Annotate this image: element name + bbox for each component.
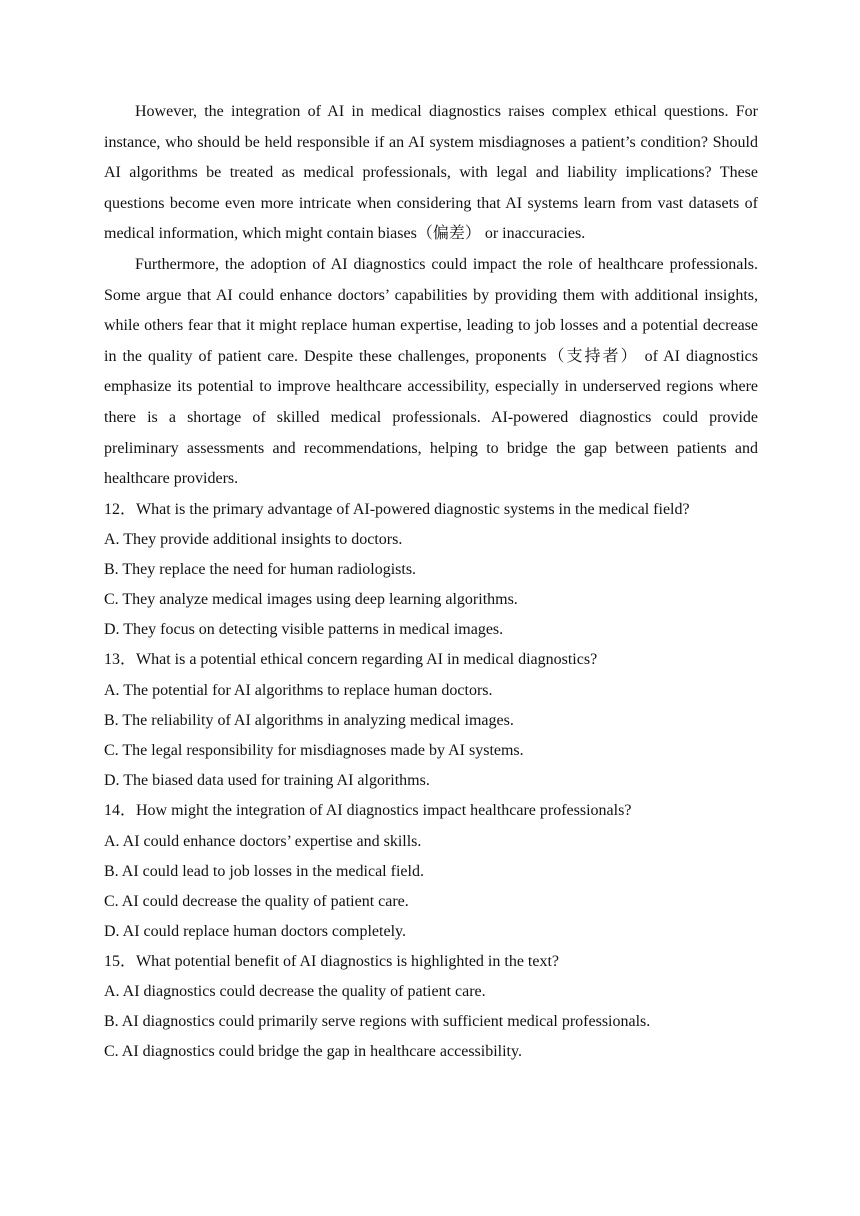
answer-option: A. They provide additional insights to doctors.	[104, 531, 403, 549]
question-stem: 15．What potential benefit of AI diagnostics is highlighted in the text?	[104, 952, 560, 970]
question-13	[104, 645, 758, 796]
answer-option: C. AI diagnostics could bridge the gap in healthcare accessibility.	[104, 1043, 522, 1061]
answer-option: A. AI could enhance doctors’ expertise and skills.	[104, 832, 422, 850]
passage-paragraph-2: Furthermore, the adoption of AI diagnostics could impact the role of healthcare professionals. Some argue that AI could enhance doctors’ capabilities by providing them with additional insights, while others fear that it might replace human expertise, leading to job losses and a potential decrease in the quality of patient care. Despite these challenges, proponents（支持者） of AI diagnostics emphasize its potential to improve healthcare accessibility, especially in underserved regions where there is a shortage of skilled medical professionals. AI-powered diagnostics could provide preliminary assessments and recommendations, helping to bridge the gap between patients and healthcare providers.	[104, 255, 758, 488]
answer-option: C. They analyze medical images using deep learning algorithms.	[104, 591, 518, 609]
answer-option: B. AI diagnostics could primarily serve regions with sufficient medical professionals.	[104, 1013, 651, 1031]
answer-option: A. AI diagnostics could decrease the quality of patient care.	[104, 983, 486, 1001]
answer-option: B. They replace the need for human radiologists.	[104, 561, 417, 579]
answer-option: B. The reliability of AI algorithms in analyzing medical images.	[104, 711, 514, 729]
answer-option: D. They focus on detecting visible patterns in medical images.	[104, 621, 504, 639]
question-stem: 14．How might the integration of AI diagnostics impact healthcare professionals?	[104, 801, 632, 819]
question-12	[104, 495, 758, 646]
question-stem: 12．What is the primary advantage of AI-powered diagnostic systems in the medical field?	[104, 500, 690, 518]
answer-option: D. The biased data used for training AI algorithms.	[104, 771, 430, 789]
answer-option: D. AI could replace human doctors completely.	[104, 922, 406, 940]
document-page	[104, 97, 758, 1067]
question-stem: 13．What is a potential ethical concern regarding AI in medical diagnostics?	[104, 651, 598, 669]
answer-option: C. AI could decrease the quality of patient care.	[104, 892, 409, 910]
answer-option: A. The potential for AI algorithms to replace human doctors.	[104, 681, 493, 699]
question-15	[104, 947, 758, 1068]
answer-option: B. AI could lead to job losses in the medical field.	[104, 862, 424, 880]
answer-option: C. The legal responsibility for misdiagnoses made by AI systems.	[104, 741, 524, 759]
passage-paragraph-1: However, the integration of AI in medical diagnostics raises complex ethical questions. For instance, who should be held responsible if an AI system misdiagnoses a patient’s condition? Should AI algorithms be treated as medical professionals, with legal and liability implications? These questions become even more intricate when considering that AI systems learn from vast datasets of medical information, which might contain biases（偏差） or inaccuracies.	[104, 103, 758, 243]
question-14	[104, 796, 758, 947]
